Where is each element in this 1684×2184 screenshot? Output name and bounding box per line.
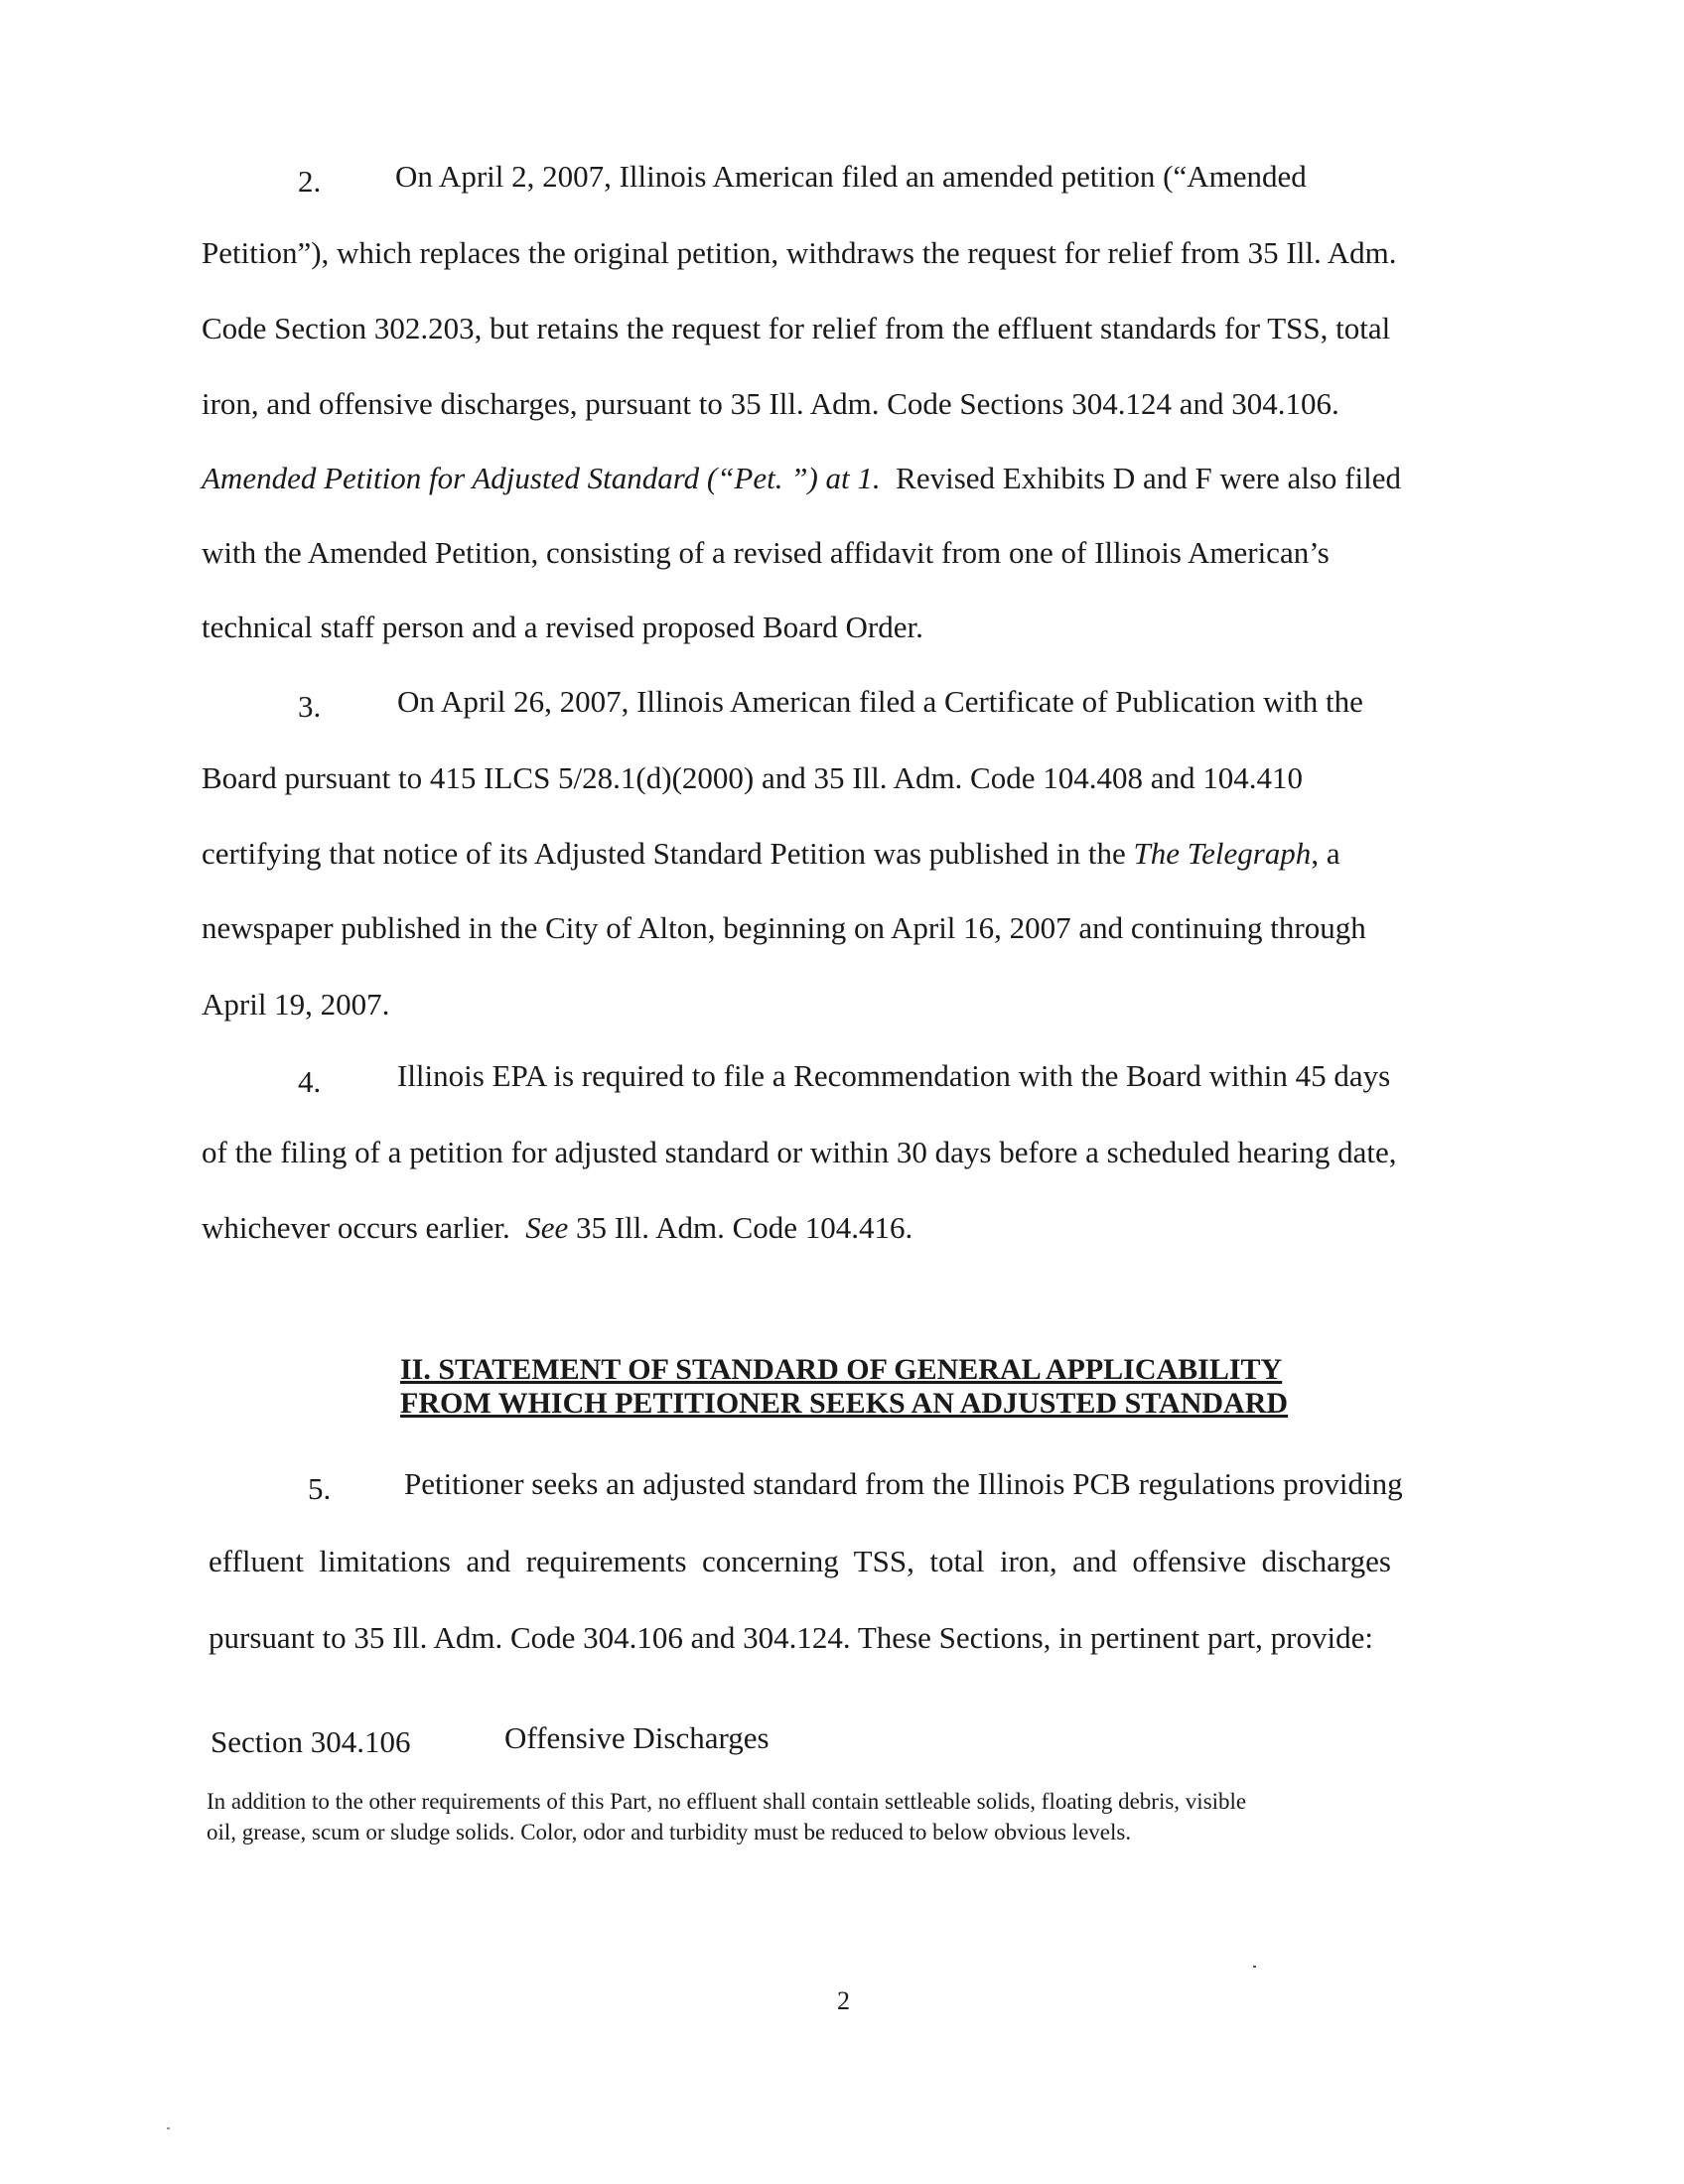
- paragraph-5-line-3: pursuant to 35 Ill. Adm. Code 304.106 and 304.124. These Sections, in pertinent part, provide:: [209, 1620, 1373, 1655]
- scan-speck: [167, 2127, 170, 2129]
- paragraph-4-line-2: of the filing of a petition for adjusted standard or within 30 days before a scheduled hearing date,: [202, 1135, 1397, 1169]
- paragraph-5-line-2: effluent limitations and requirements concerning TSS, total iron, and offensive discharges: [209, 1544, 1391, 1578]
- paragraph-4-line-3-start: whichever occurs earlier.: [202, 1210, 526, 1245]
- paragraph-2-line-5: [202, 459, 1401, 498]
- paragraph-3-line-5: April 19, 2007.: [202, 987, 390, 1022]
- quoted-section-label: Section 304.106: [210, 1724, 411, 1759]
- section-heading-line-2: FROM WHICH PETITIONER SEEKS AN ADJUSTED STANDARD: [400, 1387, 1289, 1420]
- paragraph-2-line-7: technical staff person and a revised proposed Board Order.: [202, 610, 923, 644]
- paragraph-3-line-2: Board pursuant to 415 ILCS 5/28.1(d)(2000) and 35 Ill. Adm. Code 104.408 and 104.410: [202, 760, 1304, 795]
- paragraph-5-number: 5.: [308, 1471, 332, 1506]
- paragraph-3-line-3-end: , a: [1311, 836, 1340, 871]
- paragraph-3-line-3-start: certifying that notice of its Adjusted Standard Petition was published in the: [202, 836, 1134, 871]
- paragraph-3-number: 3.: [298, 689, 322, 724]
- paragraph-2-line-3: Code Section 302.203, but retains the request for relief from the effluent standards for TSS, total: [202, 311, 1391, 345]
- paragraph-2-line-1: On April 2, 2007, Illinois American filed an amended petition (“Amended: [395, 159, 1307, 194]
- paragraph-5-line-1: Petitioner seeks an adjusted standard from the Illinois PCB regulations providing: [404, 1466, 1403, 1501]
- newspaper-title: The Telegraph: [1133, 836, 1312, 871]
- paragraph-2-line-6: with the Amended Petition, consisting of a revised affidavit from one of Illinois American’s: [202, 535, 1330, 570]
- section-heading-line-1: II. STATEMENT OF STANDARD OF GENERAL APPLICABILITY: [400, 1353, 1283, 1386]
- paragraph-4-line-1: Illinois EPA is required to file a Recommendation with the Board within 45 days: [397, 1058, 1391, 1093]
- see-signal: See: [525, 1210, 569, 1245]
- paragraph-4-line-3-end: 35 Ill. Adm. Code 104.416.: [568, 1210, 913, 1245]
- amended-petition-citation: Amended Petition for Adjusted Standard (“Pet. ”) at 1.: [202, 461, 881, 495]
- paragraph-3-line-1: On April 26, 2007, Illinois American filed a Certificate of Publication with the: [397, 684, 1363, 719]
- paragraph-4-number: 4.: [298, 1064, 322, 1099]
- quoted-section-title: Offensive Discharges: [504, 1720, 770, 1755]
- quoted-section-text-line-1: In addition to the other requirements of this Part, no effluent shall contain settleable solids, floating debris, visible: [207, 1789, 1247, 1814]
- paragraph-2-line-4: iron, and offensive discharges, pursuant to 35 Ill. Adm. Code Sections 304.124 and 304.106.: [202, 386, 1339, 421]
- paragraph-3-line-3: [202, 834, 1340, 874]
- paragraph-4-line-3: [202, 1208, 912, 1248]
- paragraph-3-line-4: newspaper published in the City of Alton, beginning on April 16, 2007 and continuing through: [202, 910, 1366, 945]
- page-number: 2: [837, 1986, 850, 2015]
- paragraph-2-line-2: Petition”), which replaces the original petition, withdraws the request for relief from 35 Ill. Adm.: [202, 235, 1397, 270]
- scan-speck: [1253, 1966, 1256, 1968]
- paragraph-2-line-5-rest: Revised Exhibits D and F were also filed: [896, 461, 1401, 495]
- paragraph-2-number: 2.: [298, 164, 322, 199]
- quoted-section-text-line-2: oil, grease, scum or sludge solids. Color, odor and turbidity must be reduced to below obvious levels.: [207, 1820, 1132, 1844]
